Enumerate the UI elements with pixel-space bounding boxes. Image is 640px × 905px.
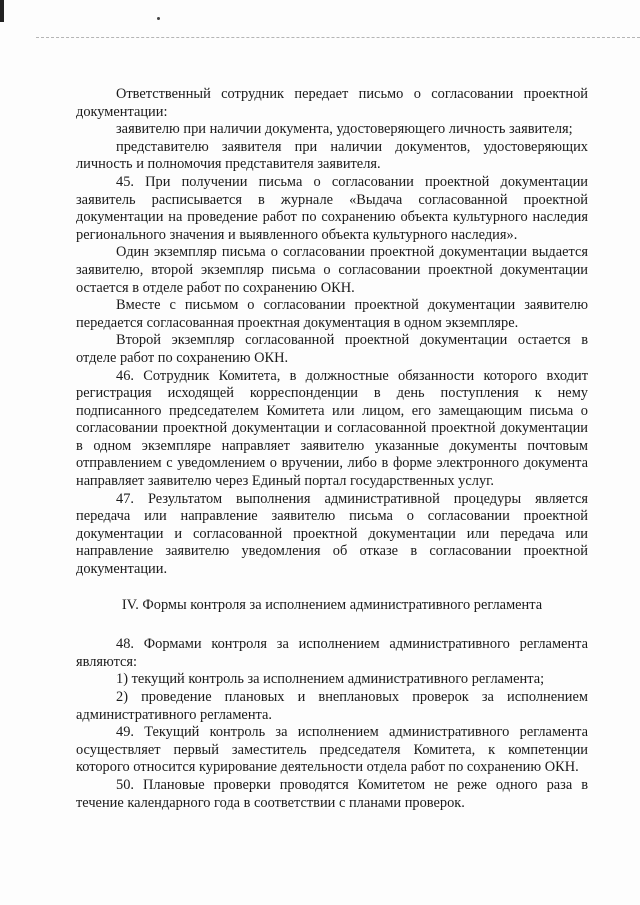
paragraph: заявителю при наличии документа, удостоверяющего личность заявителя;: [116, 121, 573, 138]
list-item: 2) проведение плановых и внеплановых проверок за исполнением административного регламента.: [76, 689, 588, 723]
section-heading: IV. Формы контроля за исполнением административного регламента: [121, 596, 543, 613]
paragraph: представителю заявителя при наличии документов, удостоверяющих личность и полномочия представителя заявителя.: [76, 138, 588, 173]
paragraph: Второй экземпляр согласованной проектной документации остается в отделе работ по сохранению ОКН.: [76, 332, 588, 366]
paragraph: Ответственный сотрудник передает письмо о согласовании проектной документации:: [76, 86, 588, 120]
paragraph-item-48: 48. Формами контроля за исполнением административного регламента являются:: [76, 636, 588, 670]
paragraph-item-46: 46. Сотрудник Комитета, в должностные обязанности которого входит регистрация исходящей корреспонденции в день поступления к нему подписанного председателем Комитета или лицом, его замещающим письма о согласовании проектной документации и согласованной проектной документации в одном экземпляре направляет заявителю указанные документы почтовым отправлением с уведомлением о вручении, либо в форме электронного документа направляет заявителю через Единый портал государственных услуг.: [76, 367, 588, 490]
list-item: 1) текущий контроль за исполнением административного регламента;: [116, 671, 545, 688]
paragraph-item-45: 45. При получении письма о согласовании проектной документации заявитель расписывается в журнале «Выдача согласованной проектной документации на проведение работ по сохранению объекта культурного наследия регионального значения и выявленного объекта культурного наследия».: [76, 173, 588, 243]
paragraph-item-47: 47. Результатом выполнения административной процедуры является передача или направление заявителю письма о согласовании проектной документации и согласованной проектной документации или передача или направление заявителю уведомления об отказе в согласовании проектной документации.: [76, 490, 588, 578]
scan-dot: [157, 17, 160, 20]
paragraph: Вместе с письмом о согласовании проектной документации заявителю передается согласованная проектная документация в одном экземпляре.: [76, 297, 588, 331]
document-body: [76, 86, 588, 812]
paragraph-item-50: 50. Плановые проверки проводятся Комитетом не реже одного раза в течение календарного года в соответствии с планами проверок.: [76, 776, 588, 811]
paragraph: Один экземпляр письма о согласовании проектной документации выдается заявителю, второй экземпляр письма о согласовании проектной документации остается в отделе работ по сохранению ОКН.: [76, 244, 588, 296]
scan-edge-mark: [0, 0, 4, 22]
paragraph-item-49: 49. Текущий контроль за исполнением административного регламента осуществляет первый заместитель председателя Комитета, к компетенции которого относится курирование деятельности отдела работ по сохранению ОКН.: [76, 724, 588, 776]
header-rule: [36, 37, 640, 38]
